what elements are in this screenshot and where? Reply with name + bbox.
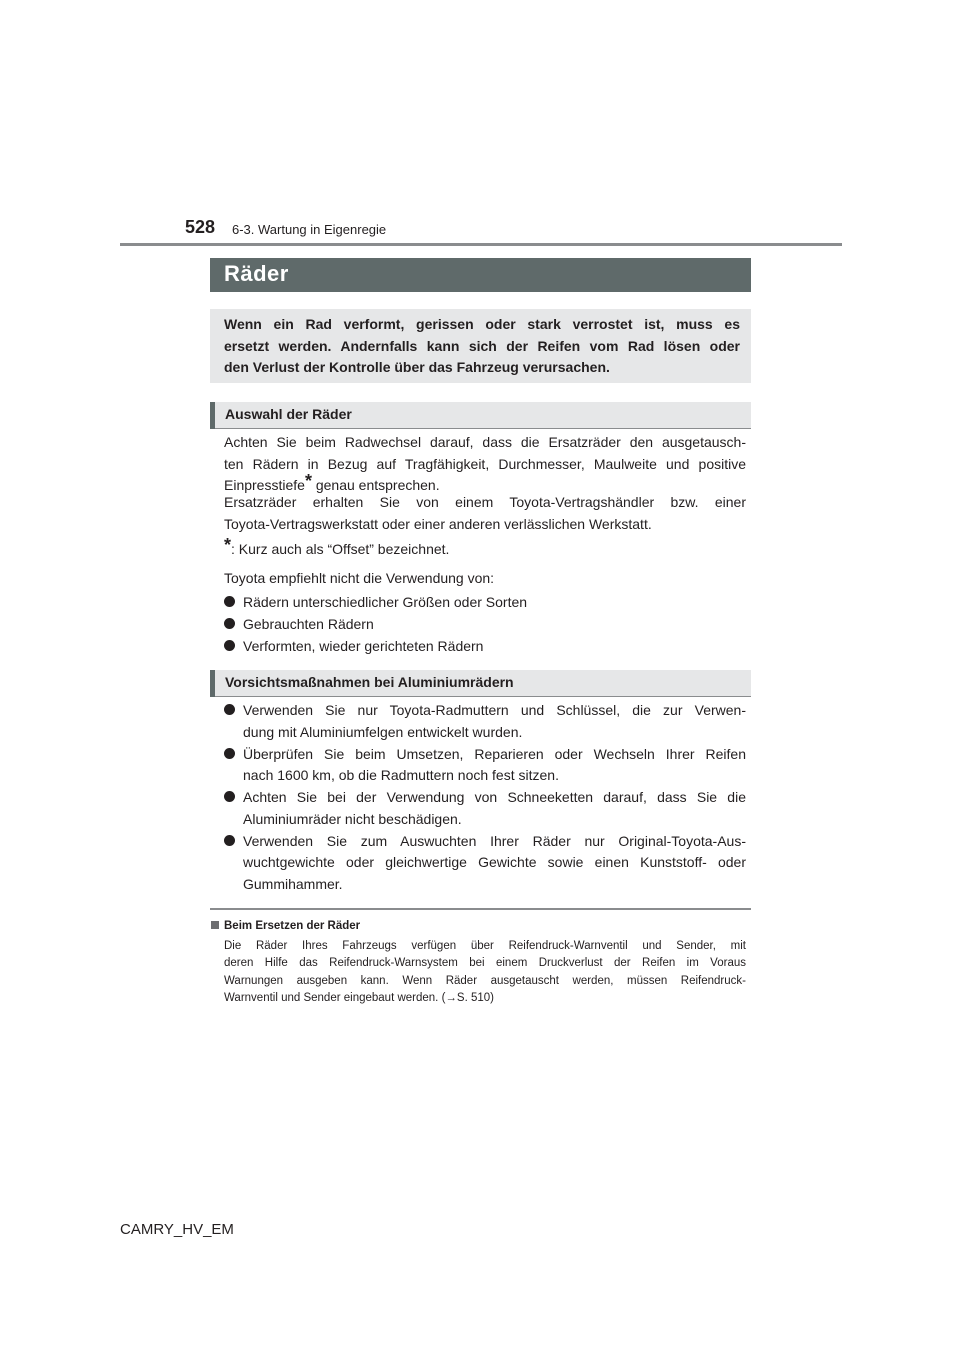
intro-line: den Verlust der Kontrolle über das Fahrzeug verursachen. (224, 359, 610, 375)
paragraph-line-end: genau entsprechen. (311, 477, 440, 493)
list-item (224, 787, 746, 830)
intro-box (210, 309, 751, 383)
footer-model-code: CAMRY_HV_EM (120, 1221, 234, 1238)
note-text (224, 938, 746, 1007)
paragraph-line: Achten Sie beim Radwechsel darauf, dass die Ersatzräder den ausgetausch- (224, 434, 746, 450)
intro-line: Wenn ein Rad verformt, gerissen oder stark verrostet ist, muss es (224, 316, 740, 332)
square-bullet-icon (211, 921, 219, 929)
list-item (224, 592, 746, 614)
bullet-icon (224, 618, 235, 629)
note-heading (211, 920, 360, 932)
note-heading-text: Beim Ersetzen der Räder (224, 920, 361, 932)
list-item-line: Aluminiumräder nicht beschädigen. (243, 810, 462, 827)
wheel-selection-paragraph (224, 432, 746, 497)
list-item-line: Achten Sie bei der Verwendung von Schneeketten darauf, dass Sie die (243, 789, 746, 805)
aluminium-precautions-list (224, 700, 746, 896)
bullet-icon (224, 640, 235, 651)
list-item (224, 831, 746, 896)
list-item-line: Verwenden Sie zum Auswuchten Ihrer Räder nur Original-Toyota-Aus- (243, 832, 746, 849)
list-item-line: wuchtgewichte oder gleichwertige Gewichte sowie einen Kunststoff- oder (243, 854, 746, 870)
list-item-line: nach 1600 km, ob die Radmuttern noch fest sitzen. (243, 767, 559, 783)
paragraph-line: ten Rädern in Bezug auf Tragfähigkeit, Durchmesser, Maulweite und positive (224, 455, 746, 472)
list-item-text: Verformten, wieder gerichteten Rädern (243, 638, 484, 654)
paragraph-line: Toyota-Vertragswerkstatt oder einer anderen verlässlichen Werkstatt. (224, 515, 652, 532)
section-reference: 6-3. Wartung in Eigenregie (232, 222, 387, 237)
bullet-icon (224, 704, 235, 715)
subheading-text: Auswahl der Räder (225, 406, 352, 422)
list-item (224, 700, 746, 743)
bullet-icon (224, 596, 235, 607)
note-line: Warnungen ausgeben kann. Wenn Räder ausgetauscht werden, müssen Reifendruck- (224, 974, 746, 987)
bullet-icon (224, 835, 235, 846)
list-item-text: Gebrauchten Rädern (243, 616, 374, 632)
footnote (224, 535, 450, 557)
subheading-wheel-selection (210, 402, 751, 429)
list-item (224, 636, 746, 658)
list-item (224, 744, 746, 787)
list-item-line: Gummihammer. (243, 875, 343, 892)
note-line-with-page-reference[interactable]: Warnventil und Sender eingebaut werden. (→S. 510) (224, 991, 494, 1004)
header-divider (120, 243, 842, 246)
footnote-text: : Kurz auch als “Offset” bezeichnet. (231, 541, 450, 557)
intro-text (224, 314, 740, 379)
page-title: Räder (224, 261, 289, 286)
paragraph-line: Ersatzräder erhalten Sie von einem Toyota-Vertragshändler bzw. einer (224, 494, 746, 510)
recommendation-text: Toyota empfiehlt nicht die Verwendung von: (224, 570, 495, 586)
page-number: 528 (185, 217, 216, 237)
note-line: deren Hilfe das Reifendruck-Warnsystem bei einem Druckverlust der Reifen im Voraus (224, 957, 746, 970)
list-item (224, 614, 746, 636)
bullet-icon (224, 748, 235, 759)
note-line: Die Räder Ihres Fahrzeugs verfügen über Reifendruck-Warnventil und Sender, mit (224, 940, 746, 952)
list-item-line: Überprüfen Sie beim Umsetzen, Reparieren oder Wechseln Ihrer Reifen (243, 745, 746, 762)
notes-divider (210, 908, 751, 910)
subheading-aluminium-precautions (210, 670, 751, 697)
subheading-text: Vorsichtsmaßnahmen bei Aluminiumrädern (225, 674, 514, 690)
intro-line: ersetzt werden. Andernfalls kann sich der Reifen vom Rad lösen oder (224, 337, 740, 354)
dealer-paragraph (224, 492, 746, 535)
list-item-line: Verwenden Sie nur Toyota-Radmuttern und Schlüssel, die zur Verwen- (243, 702, 746, 718)
footnote-marker: * (224, 535, 232, 555)
page-title-bar (210, 258, 751, 292)
list-item-line: dung mit Aluminiumfelgen entwickelt wurden. (243, 723, 523, 740)
not-recommended-list (224, 592, 746, 658)
list-item-text: Rädern unterschiedlicher Größen oder Sorten (243, 594, 528, 610)
bullet-icon (224, 791, 235, 802)
offset-term: Einpresstiefe (224, 477, 305, 493)
footnote-marker: * (304, 471, 312, 491)
